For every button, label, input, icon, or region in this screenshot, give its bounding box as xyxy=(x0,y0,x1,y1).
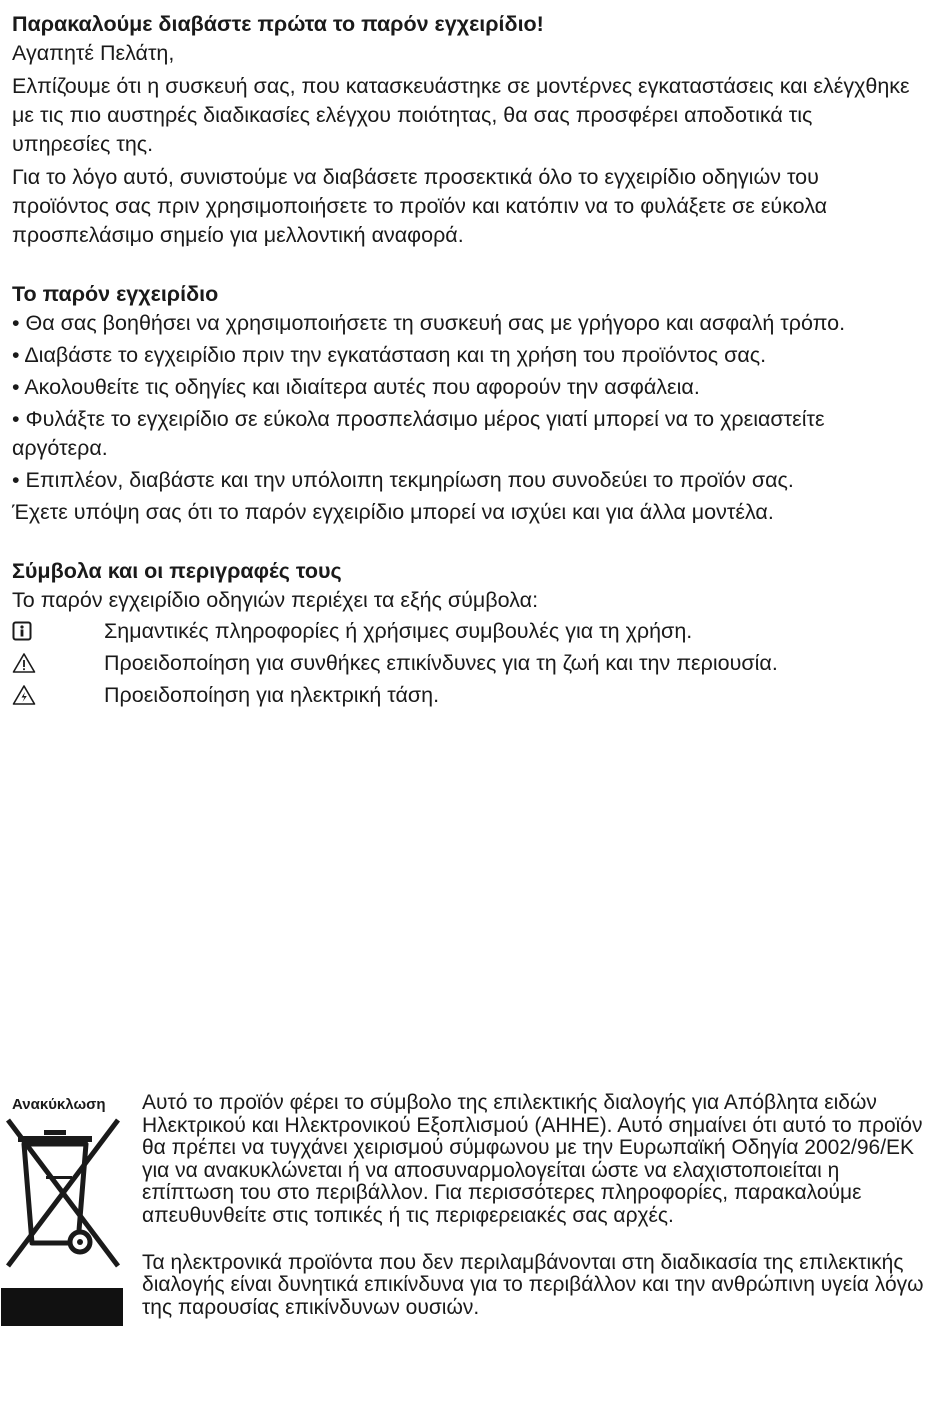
electric-warning-icon xyxy=(12,684,104,706)
manual-bullet: • Ακολουθείτε τις οδηγίες και ιδιαίτερα αυτές που αφορούν την ασφάλεια. xyxy=(12,375,700,399)
intro-heading: Παρακαλούμε διαβάστε πρώτα το παρόν εγχειρίδιο! xyxy=(12,12,544,36)
info-icon xyxy=(12,621,104,641)
manual-bullet: • Επιπλέον, διαβάστε και την υπόλοιπη τεκμηρίωση που συνοδεύει το προϊόν σας. xyxy=(12,468,794,492)
recycling-text xyxy=(142,1092,932,1319)
manual-note: Έχετε υπόψη σας ότι το παρόν εγχειρίδιο μπορεί να ισχύει και για άλλα μοντέλα. xyxy=(12,500,774,524)
manual-bullet: • Θα σας βοηθήσει να χρησιμοποιήσετε τη συσκευή σας με γρήγορο και ασφαλή τρόπο. xyxy=(12,311,846,335)
intro-paragraph-2: Για το λόγο αυτό, συνιστούμε να διαβάσετε προσεκτικά όλο το εγχειρίδιο οδηγιών του προϊόντος σας πριν χρησιμοποιήσετε το προϊόν και κατόπιν να το φυλάξετε σε εύκολα προσπελάσιμο σημείο για μελλοντική αναφορά. xyxy=(12,165,828,247)
symbol-row-electric xyxy=(12,679,912,711)
separation-bar xyxy=(1,1288,123,1326)
manual-page xyxy=(12,10,912,711)
manual-bullet: • Διαβάστε το εγχειρίδιο πριν την εγκατάσταση και τη χρήση του προϊόντος σας. xyxy=(12,343,767,367)
recycling-label: Ανακύκλωση xyxy=(12,1096,106,1113)
warning-icon xyxy=(12,652,104,674)
greeting: Αγαπητέ Πελάτη, xyxy=(12,41,175,65)
crossed-bin-icon xyxy=(4,1118,122,1273)
recycling-paragraph-2: Τα ηλεκτρονικά προϊόντα που δεν περιλαμβάνονται στη διαδικασία της επιλεκτικής διαλογής είναι δυνητικά επικίνδυνα για το περιβάλλον και την ανθρώπινη υγεία λόγω της παρουσίας επικίνδυνων ουσιών. xyxy=(142,1250,924,1319)
symbol-row-info xyxy=(12,615,912,647)
manual-bullet: • Φυλάξτε το εγχειρίδιο σε εύκολα προσπελάσιμο μέρος γιατί μπορεί να το χρειαστείτε αργότερα. xyxy=(12,407,825,460)
symbol-row-warning xyxy=(12,647,912,679)
recycling-paragraph-1: Αυτό το προϊόν φέρει το σύμβολο της επιλεκτικής διαλογής για Απόβλητα ειδών Ηλεκτρικού και Ηλεκτρονικού Εξοπλισμού (ΑΗΗΕ). Αυτό σημαίνει ότι αυτό το προϊόν θα πρέπει να τυγχάνει χειρισμού σύμφωνου με την Ευρωπαϊκή Οδηγία 2002/96/ΕΚ για να ανακυκλώνεται ή να αποσυναρμολογείται ώστε να ελαχιστοποιείται η επίπτωση του στο περιβάλλον. Για περισσότερες πληροφορίες, παρακαλούμε απευθυνθείτε στις τοπικές ή τις περιφερειακές σας αρχές. xyxy=(142,1091,923,1227)
symbol-text-electric: Προειδοποίηση για ηλεκτρική τάση. xyxy=(104,682,440,707)
intro-paragraph-1: Ελπίζουμε ότι η συσκευή σας, που κατασκευάστηκε σε μοντέρνες εγκαταστάσεις και ελέγχθηκε με τις πιο αυστηρές διαδικασίες ελέγχου ποιότητας, θα σας προσφέρει αποδοτικά τις υπηρεσίες της. xyxy=(12,74,910,156)
symbols-intro: Το παρόν εγχειρίδιο οδηγιών περιέχει τα εξής σύμβολα: xyxy=(12,588,539,612)
symbol-text-info: Σημαντικές πληροφορίες ή χρήσιμες συμβουλές για τη χρήση. xyxy=(104,618,693,643)
manual-heading: Το παρόν εγχειρίδιο xyxy=(12,282,219,306)
symbol-text-warning: Προειδοποίηση για συνθήκες επικίνδυνες για τη ζωή και την περιουσία. xyxy=(104,650,778,675)
symbols-heading: Σύμβολα και οι περιγραφές τους xyxy=(12,559,342,583)
